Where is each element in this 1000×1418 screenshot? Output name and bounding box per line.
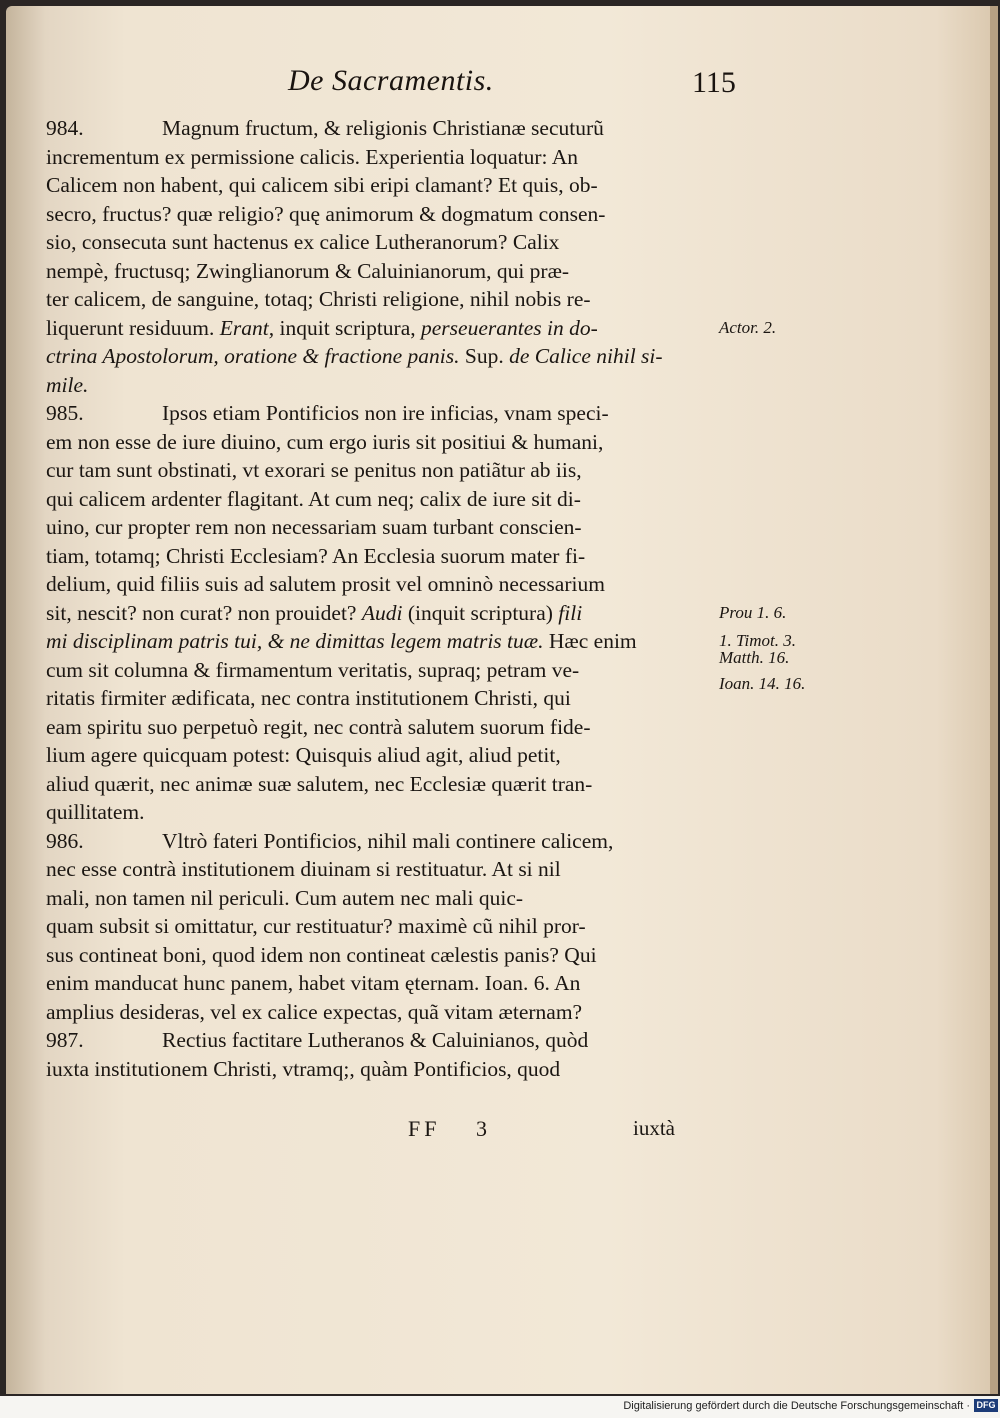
paragraph-number: 986.	[46, 828, 84, 853]
line-text: nec esse contrà institutionem diuinam si restituatur. At si nil	[46, 857, 561, 881]
marginal-note: Matth. 16.	[719, 648, 790, 668]
text-line	[46, 171, 716, 200]
line-italic-text: ctrina Apostolorum, oratione & fractione panis.	[46, 344, 460, 368]
text-line	[46, 912, 716, 941]
text-line	[46, 656, 716, 685]
text-line	[46, 456, 716, 485]
line-text: aliud quærit, nec animæ suæ salutem, nec Ecclesiæ quærit tran-	[46, 771, 593, 796]
paragraph-number: 987.	[46, 1028, 84, 1052]
line-italic-text: Audi	[361, 600, 403, 625]
paragraph-number: 985.	[46, 401, 84, 425]
line-text: incrementum ex permissione calicis. Experientia loquatur: An	[46, 144, 578, 169]
line-text: lium agere quicquam potest: Quisquis aliud agit, aliud petit,	[46, 743, 561, 767]
text-line	[46, 1055, 716, 1084]
line-text: delium, quid filiis suis ad salutem prosit vel omninò necessarium	[46, 572, 605, 596]
line-text: Ipsos etiam Pontificios non ire inficias, vnam speci-	[162, 401, 609, 425]
text-line	[46, 399, 716, 428]
page-edge	[990, 6, 998, 1394]
line-italic-text: perseuerantes in do-	[421, 315, 598, 340]
paragraph-number: 984.	[46, 116, 84, 140]
signature-number: 3	[476, 1116, 487, 1141]
line-text: quillitatem.	[46, 800, 145, 824]
text-line	[46, 342, 716, 371]
text-line	[46, 969, 716, 998]
line-text: liquerunt residuum.	[46, 315, 220, 340]
line-text: secro, fructus? quæ religio? quę animorum & dogmatum consen-	[46, 201, 606, 226]
credit-bar	[0, 1396, 1000, 1418]
line-text: inquit scriptura,	[274, 315, 422, 340]
line-text: ritatis firmiter ædificata, nec contra institutionem Christi, qui	[46, 686, 571, 710]
line-text: sio, consecuta sunt hactenus ex calice Lutheranorum? Calix	[46, 230, 560, 254]
line-text: mali, non tamen nil periculi. Cum autem nec mali quic-	[46, 885, 524, 910]
text-line	[46, 1026, 716, 1055]
text-line	[46, 485, 716, 514]
marginal-note: Actor. 2.	[719, 317, 777, 337]
running-header	[6, 64, 998, 108]
line-italic-text: mile.	[46, 372, 89, 397]
dfg-logo: DFG	[974, 1399, 998, 1412]
line-text: qui calicem ardenter flagitant. At cum neq; calix de iure sit di-	[46, 486, 581, 511]
text-line	[46, 684, 716, 713]
catchword: iuxtà	[633, 1116, 675, 1140]
text-line	[46, 143, 716, 172]
text-line	[46, 570, 716, 599]
line-text: Vltrò fateri Pontificios, nihil mali continere calicem,	[162, 828, 614, 853]
text-line	[46, 428, 716, 457]
text-line	[46, 770, 716, 799]
line-text: tiam, totamq; Christi Ecclesiam? An Ecclesia suorum mater fi-	[46, 543, 586, 568]
line-text: Calicem non habent, qui calicem sibi eripi clamant? Et quis, ob-	[46, 173, 598, 197]
line-italic-text: Erant,	[219, 315, 275, 340]
line-italic-text: fili	[558, 600, 583, 625]
line-text: em non esse de iure diuino, cum ergo iuris sit positiui & humani,	[46, 429, 604, 454]
text-line	[46, 827, 716, 856]
main-text	[46, 114, 716, 1083]
text-line	[46, 314, 716, 343]
line-text: (inquit scriptura)	[402, 600, 559, 625]
text-line	[46, 798, 716, 827]
line-italic-text: mi disciplinam patris tui, & ne dimittas legem matris tuæ.	[46, 629, 544, 653]
line-text: eam spiritu suo perpetuò regit, nec contrà salutem suorum fide-	[46, 714, 591, 739]
text-line	[46, 371, 716, 400]
funding-credit: Digitalisierung gefördert durch die Deutsche Forschungsgemeinschaft ·	[623, 1400, 970, 1412]
marginal-note: 1. Timot. 3.	[719, 631, 796, 650]
marginal-note: Ioan. 14. 16.	[719, 673, 806, 693]
page-footer	[6, 1116, 998, 1146]
text-line	[46, 285, 716, 314]
line-text: nempè, fructusq; Zwinglianorum & Caluinianorum, qui præ-	[46, 258, 570, 283]
book-page	[6, 6, 998, 1394]
line-text: ter calicem, de sanguine, totaq; Christi religione, nihil nobis re-	[46, 287, 591, 311]
text-line	[46, 713, 716, 742]
line-text: amplius desideras, vel ex calice expectas, quã vitam æternam?	[46, 999, 583, 1024]
line-text: cur tam sunt obstinati, vt exorari se penitus non patiãtur ab iis,	[46, 458, 582, 482]
line-text: uino, cur propter rem non necessariam suam turbant conscien-	[46, 515, 582, 539]
text-line	[46, 941, 716, 970]
line-text: Rectius factitare Lutheranos & Caluinianos, quòd	[162, 1028, 589, 1052]
text-line	[46, 998, 716, 1027]
line-text: Sup.	[459, 344, 510, 368]
line-text: sus contineat boni, quod idem non contineat cælestis panis? Qui	[46, 942, 597, 967]
line-text: cum sit columna & firmamentum veritatis, supraq; petram ve-	[46, 657, 580, 682]
running-title: De Sacramentis.	[288, 64, 494, 97]
text-line	[46, 114, 716, 143]
marginal-note: Prou 1. 6.	[719, 602, 787, 622]
text-line	[46, 741, 716, 770]
text-line	[46, 228, 716, 257]
text-line	[46, 542, 716, 571]
text-line	[46, 513, 716, 542]
line-text: sit, nescit? non curat? non prouidet?	[46, 600, 362, 625]
text-line	[46, 855, 716, 884]
line-text: quam subsit si omittatur, cur restituatur? maximè cũ nihil pror-	[46, 914, 586, 938]
line-text: iuxta institutionem Christi, vtramq;, quàm Pontificios, quod	[46, 1056, 561, 1081]
line-text: Magnum fructum, & religionis Christianæ secuturũ	[162, 116, 604, 140]
signature-mark: FF	[408, 1116, 441, 1141]
text-line	[46, 884, 716, 913]
text-line	[46, 627, 716, 656]
text-line	[46, 599, 716, 628]
text-line	[46, 257, 716, 286]
line-text: Hæc enim	[543, 629, 637, 653]
text-line	[46, 200, 716, 229]
page-number: 115	[692, 66, 736, 99]
line-text: enim manducat hunc panem, habet vitam ęternam. Ioan. 6. An	[46, 971, 581, 995]
line-italic-text: de Calice nihil si-	[509, 344, 663, 368]
